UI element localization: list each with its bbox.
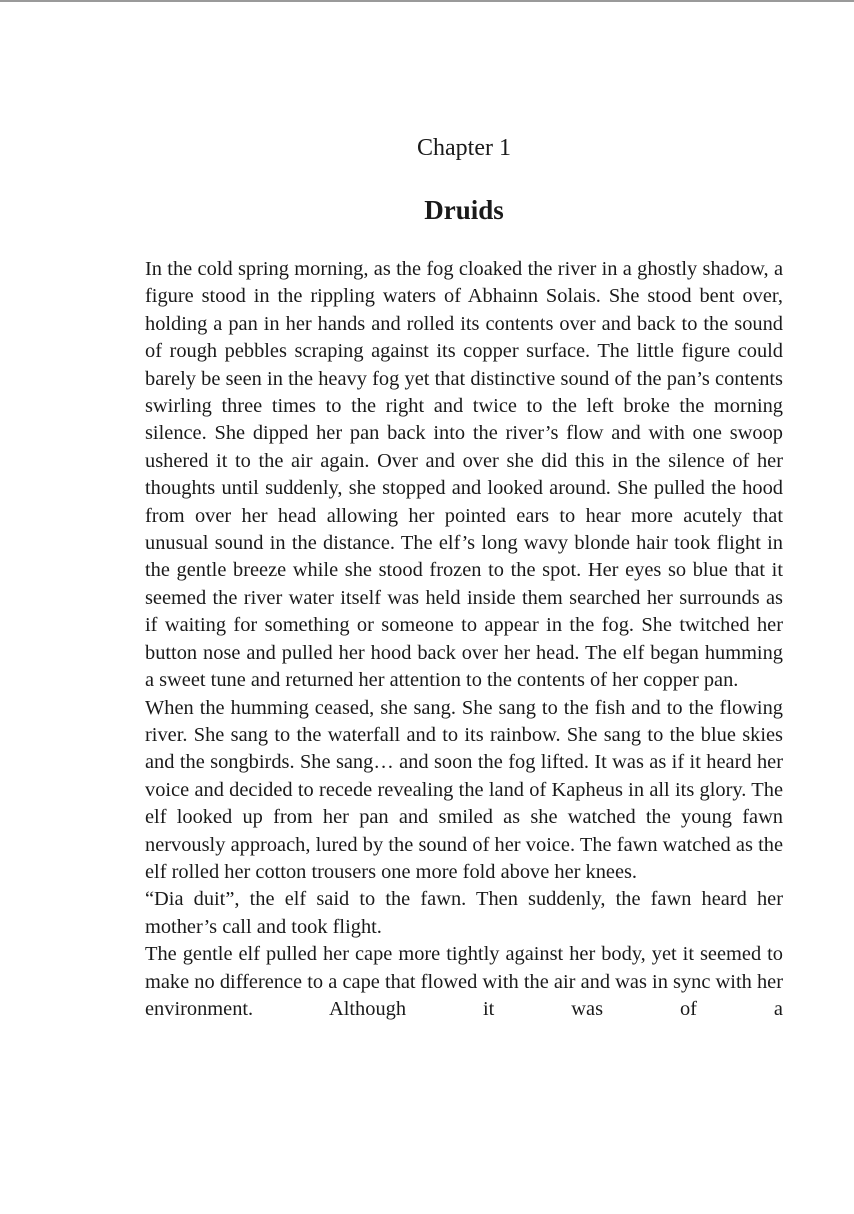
paragraph: The gentle elf pulled her cape more tightly against her body, yet it seemed to make no difference to a cape that flowed with the air and was in sync with her environment. Although it was of a (145, 943, 783, 1020)
page-top-border (0, 0, 854, 2)
chapter-number: Chapter 1 (417, 135, 511, 161)
chapter-title: Druids (424, 195, 504, 225)
paragraph: “Dia duit”, the elf said to the fawn. Then suddenly, the fawn heard her mother’s call and took flight. (145, 888, 783, 938)
chapter-body (145, 256, 783, 1136)
paragraph: When the humming ceased, she sang. She sang to the fish and to the flowing river. She sang to the waterfall and to its rainbow. She sang to the blue skies and the songbirds. She sang… and soon the fog lifted. It was as if it heard her voice and decided to recede revealing the land of Kapheus in all its glory. The elf looked up from her pan and smiled as she watched the young fawn nervously approach, lured by the sound of her voice. The fawn watched as the elf rolled her cotton trousers one more fold above her knees. (145, 696, 783, 883)
paragraph: In the cold spring morning, as the fog cloaked the river in a ghostly shadow, a figure stood in the rippling waters of Abhainn Solais. She stood bent over, holding a pan in her hands and rolled its contents over and back to the sound of rough pebbles scraping against its copper surface. The little figure could barely be seen in the heavy fog yet that distinctive sound of the pan’s contents swirling three times to the right and twice to the left broke the morning silence. She dipped her pan back into the river’s flow and with one swoop ushered it to the air again. Over and over she did this in the silence of her thoughts until suddenly, she stopped and looked around. She pulled the hood from over her head allowing her pointed ears to hear more acutely that unusual sound in the distance. The elf’s long wavy blonde hair took flight in the gentle breeze while she stood frozen to the spot. Her eyes so blue that it seemed the river water itself was held inside them searched her surrounds as if waiting for something or someone to appear in the fog. She twitched her button nose and pulled her hood back over her head. The elf began humming a sweet tune and returned her attention to the contents of her copper pan. (145, 258, 783, 692)
